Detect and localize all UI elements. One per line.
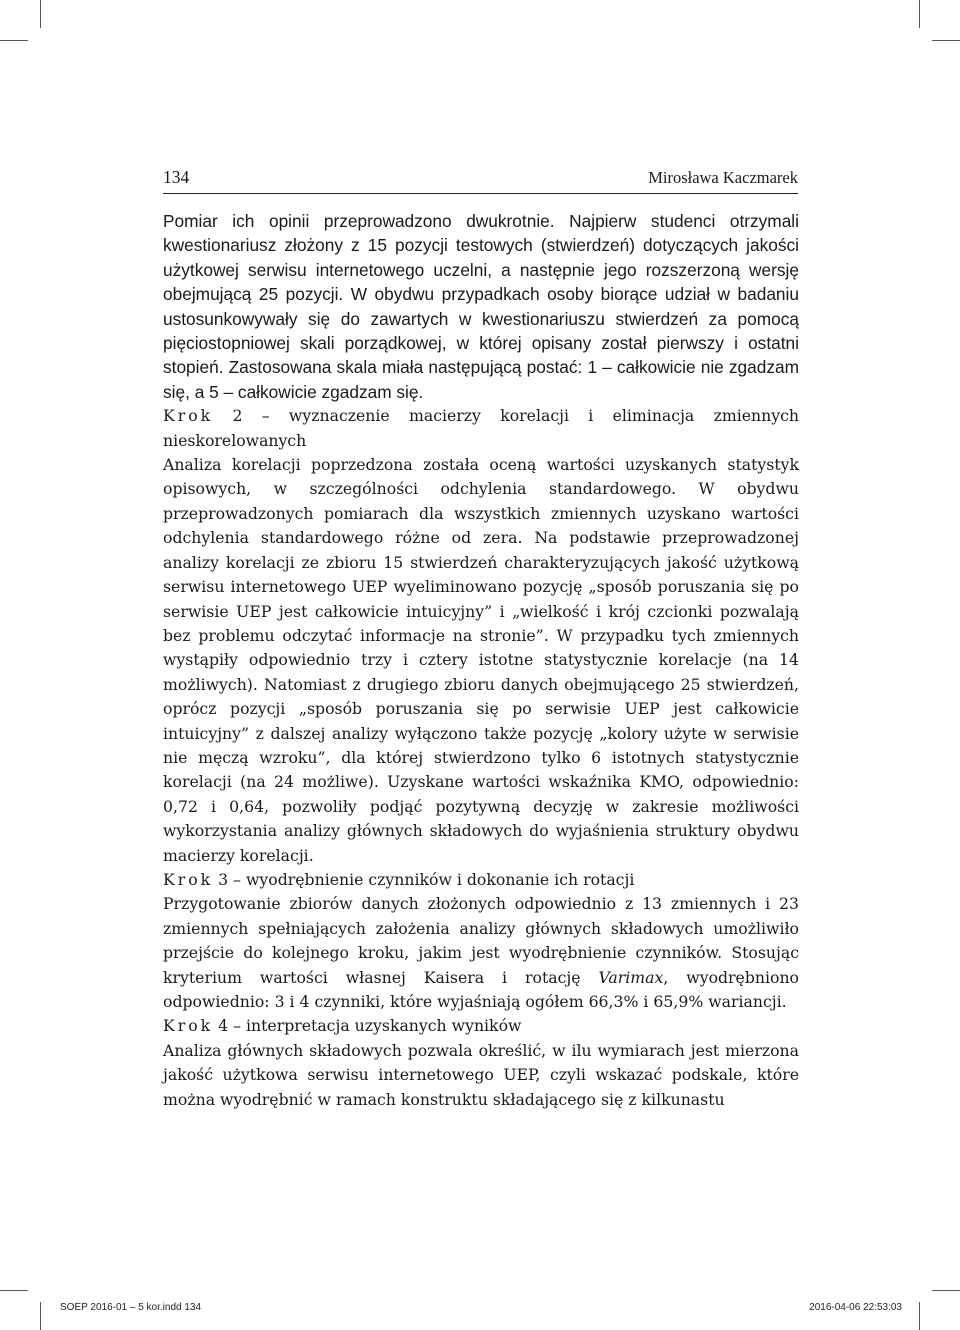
intro-paragraph: Pomiar ich opinii przeprowadzono dwukrotnie. Najpierw studenci otrzymali kwestionariusz złożony z 15 pozycji testowych (stwierdzeń) dotyczących jakości użytkowej serwisu internetowego uczelni, a następnie jego rozszerzoną wersję obejmującą 25 pozycji. W obydwu przypadkach osoby biorące udział w badaniu ustosunkowywały się do zawartych w kwestionariuszu stwierdzeń za pomocą pięciostopniowej skali porządkowej, w której opisany został pierwszy i ostatni stopień. Zastosowana skala miała następującą postać: 1 – całkowicie nie zgadzam się, a 5 – całkowicie zgadzam się.: [163, 211, 799, 402]
crop-mark: [932, 40, 960, 41]
step-number: 3: [218, 869, 229, 889]
crop-mark: [932, 1290, 960, 1291]
step-title: – interpretacja uzyskanych wyników: [233, 1016, 522, 1036]
section-krok-3: [163, 868, 799, 1014]
crop-mark: [0, 1290, 28, 1291]
running-header: [163, 167, 798, 194]
crop-mark: [919, 0, 920, 28]
section-krok-2: [163, 404, 799, 868]
step-number: 2: [232, 406, 243, 426]
section-krok-4: [163, 1014, 799, 1112]
page-number: 134: [163, 167, 190, 187]
slug-filename: SOEP 2016-01 – 5 kor.indd 134: [60, 1302, 202, 1313]
crop-mark: [40, 0, 41, 28]
crop-mark: [919, 1302, 920, 1330]
step-label: Krok: [163, 1016, 214, 1036]
main-text: [163, 209, 799, 1112]
step-label: Krok: [163, 406, 214, 426]
step-title: – wyodrębnienie czynników i dokonanie ich rotacji: [233, 869, 635, 889]
crop-mark: [40, 1302, 41, 1330]
step-body: Analiza głównych składowych pozwala określić, w ilu wymiarach jest mierzona jakość użytkowa serwisu internetowego UEP, czyli wskazać podskale, które można wyodrębnić w ramach konstruktu składającego się z kilkunastu: [163, 1040, 799, 1109]
slug-timestamp: 2016-04-06 22:53:03: [809, 1302, 902, 1313]
step-body-italic: Varimax: [598, 967, 664, 987]
step-body: Analiza korelacji poprzedzona została oceną wartości uzyskanych statystyk opisowych, w szczególności odchylenia standardowego. W obydwu przeprowadzonych pomiarach dla wszystkich zmiennych uzyskano wartości odchylenia standardowego różne od zera. Na podstawie przeprowadzonej analizy korelacji ze zbioru 15 stwierdzeń charakteryzujących jakość użytkową serwisu internetowego UEP wyeliminowano pozycję „sposób poruszania się po serwisie UEP jest całkowicie intuicyjny” i „wielkość i krój czcionki pozwalają bez problemu odczytać informacje na stronie”. W przypadku tych zmiennych wystąpiły odpowiednio trzy i cztery istotne statystycznie korelacje (na 14 możliwych). Natomiast z drugiego zbioru danych obejmującego 25 stwierdzeń, oprócz pozycji „sposób poruszania się po serwisie UEP jest całkowicie intuicyjny” z dalszej analizy wyłączono także pozycję „kolory użyte w serwisie nie męczą wzroku”, dla której stwierdzono tylko 6 istotnych statystycznie korelacji (na 24 możliwe). Uzyskane wartości wskaźnika KMO, odpowiednio: 0,72 i 0,64, pozwoliły podjąć pozytywną decyzję w zakresie możliwości wykorzystania analizy głównych składowych do wyjaśnienia struktury obydwu macierzy korelacji.: [163, 455, 799, 865]
step-label: Krok: [163, 869, 214, 889]
crop-mark: [0, 40, 28, 41]
running-head-author: Mirosława Kaczmarek: [648, 168, 798, 187]
step-title: – wyznaczenie macierzy korelacji i eliminacja zmiennych nieskorelowanych: [163, 406, 799, 450]
step-number: 4: [218, 1016, 229, 1036]
step-body-continued: , wyodrębniono odpowiednio: 3 i 4 czynniki, które wyjaśniają ogółem 66,3% i 65,9% wariancji.: [163, 967, 799, 1011]
step-body: Przygotowanie zbiorów danych złożonych odpowiednio z 13 zmiennych i 23 zmiennych spełniających założenia analizy głównych składowych umożliwiło przejście do kolejnego kroku, jakim jest wyodrębnienie czynników. Stosując kryterium wartości własnej Kaisera i rotację: [163, 894, 799, 987]
